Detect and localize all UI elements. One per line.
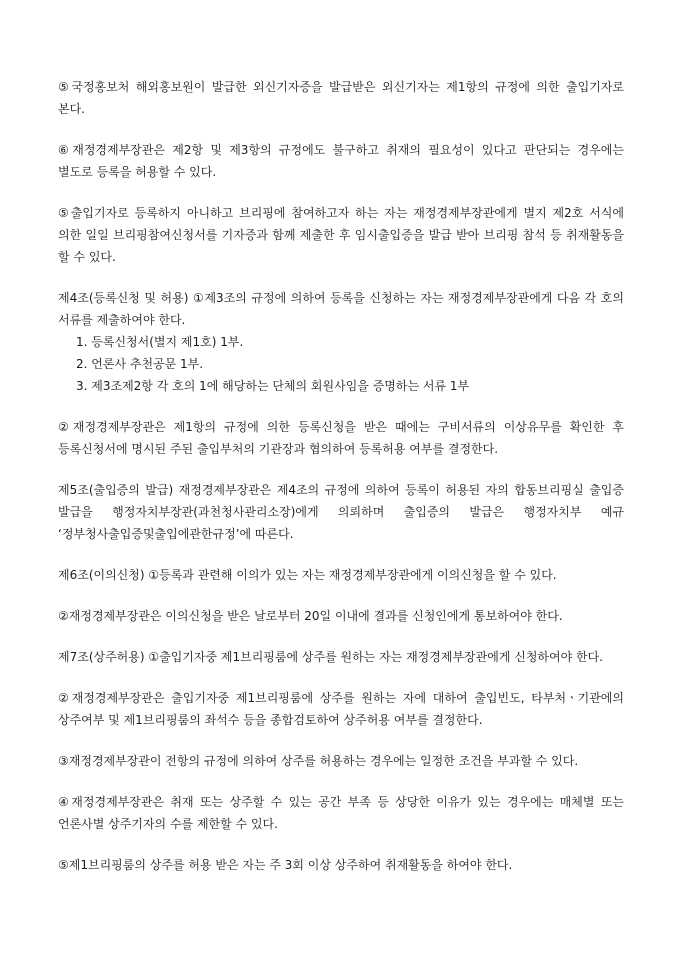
article-6-objection: 제6조(이의신청) ①등록과 관련해 이의가 있는 자는 재정경제부장관에게 이의신청을 할 수 있다. (58, 568, 557, 582)
article-5-pass-issuance: 제5조(출입증의 발급) 재정경제부장관은 제4조의 규정에 의하여 등록이 허용된 자의 합동브리핑실 출입증 발급을 행정자치부장관(과천청사관리소장)에게 의뢰하며 출입증의 발급은 행정자치부 예규 ‘정부청사출입증및출입에관한규정’에 따른다. (58, 483, 624, 541)
article-7-paragraph-5: ⑤제1브리핑룸의 상주를 허용 받은 자는 주 3회 이상 상주하여 취재활동을 하여야 한다. (58, 858, 513, 872)
article-7-paragraph-2: ②재정경제부장관은 출입기자중 제1브리핑룸에 상주를 원하는 자에 대하여 출입빈도, 타부처ㆍ기관에의 상주여부 및 제1브리핑룸의 좌석수 등을 종합검토하여 상주허용 여부를 결정한다. (58, 691, 624, 727)
article-4-heading: 제4조(등록신청 및 허용) ①제3조의 규정에 의하여 등록을 신청하는 자는 재정경제부장관에게 다음 각 호의 서류를 제출하여야 한다. (58, 291, 624, 327)
article-7-resident-permission: 제7조(상주허용) ①출입기자중 제1브리핑룸에 상주를 원하는 자는 재정경제부장관에게 신청하여야 한다. (58, 650, 603, 664)
list-item: 1. 등록신청서(별지 제1호) 1부. (76, 335, 244, 349)
article-4-paragraph-2: ②재정경제부장관은 제1항의 규정에 의한 등록신청을 받은 때에는 구비서류의 이상유무를 확인한 후 등록신청서에 명시된 주된 출입부처의 기관장과 협의하여 등록허용 여부를 결정한다. (58, 420, 624, 456)
article-6-paragraph-2: ②재정경제부장관은 이의신청을 받은 날로부터 20일 이내에 결과를 신청인에게 통보하여야 한다. (58, 609, 563, 623)
paragraph-special-registration: ⑥재정경제부장관은 제2항 및 제3항의 규정에도 불구하고 취재의 필요성이 있다고 판단되는 경우에는 별도로 등록을 허용할 수 있다. (58, 143, 624, 179)
list-item: 3. 제3조제2항 각 호의 1에 해당하는 단체의 회원사임을 증명하는 서류 1부 (76, 379, 470, 393)
article-7-paragraph-4: ④재정경제부장관은 취재 또는 상주할 수 있는 공간 부족 등 상당한 이유가 있는 경우에는 매체별 또는 언론사별 상주기자의 수를 제한할 수 있다. (58, 795, 624, 831)
list-item: 2. 언론사 추천공문 1부. (76, 357, 204, 371)
document-page (58, 76, 624, 895)
article-4-document-list (58, 331, 624, 397)
article-7-paragraph-3: ③재정경제부장관이 전항의 규정에 의하여 상주를 허용하는 경우에는 일정한 조건을 부과할 수 있다. (58, 754, 579, 768)
paragraph-daily-briefing-pass: ⑤출입기자로 등록하지 아니하고 브리핑에 참여하고자 하는 자는 재정경제부장관에게 별지 제2호 서식에 의한 일일 브리핑참여신청서를 기자증과 함께 제출한 후 임시출입증을 발급 받아 브리핑 참석 등 취재활동을 할 수 있다. (58, 206, 624, 264)
paragraph-foreign-press-card: ⑤국정홍보처 해외홍보원이 발급한 외신기자증을 발급받은 외신기자는 제1항의 규정에 의한 출입기자로 본다. (58, 80, 624, 116)
